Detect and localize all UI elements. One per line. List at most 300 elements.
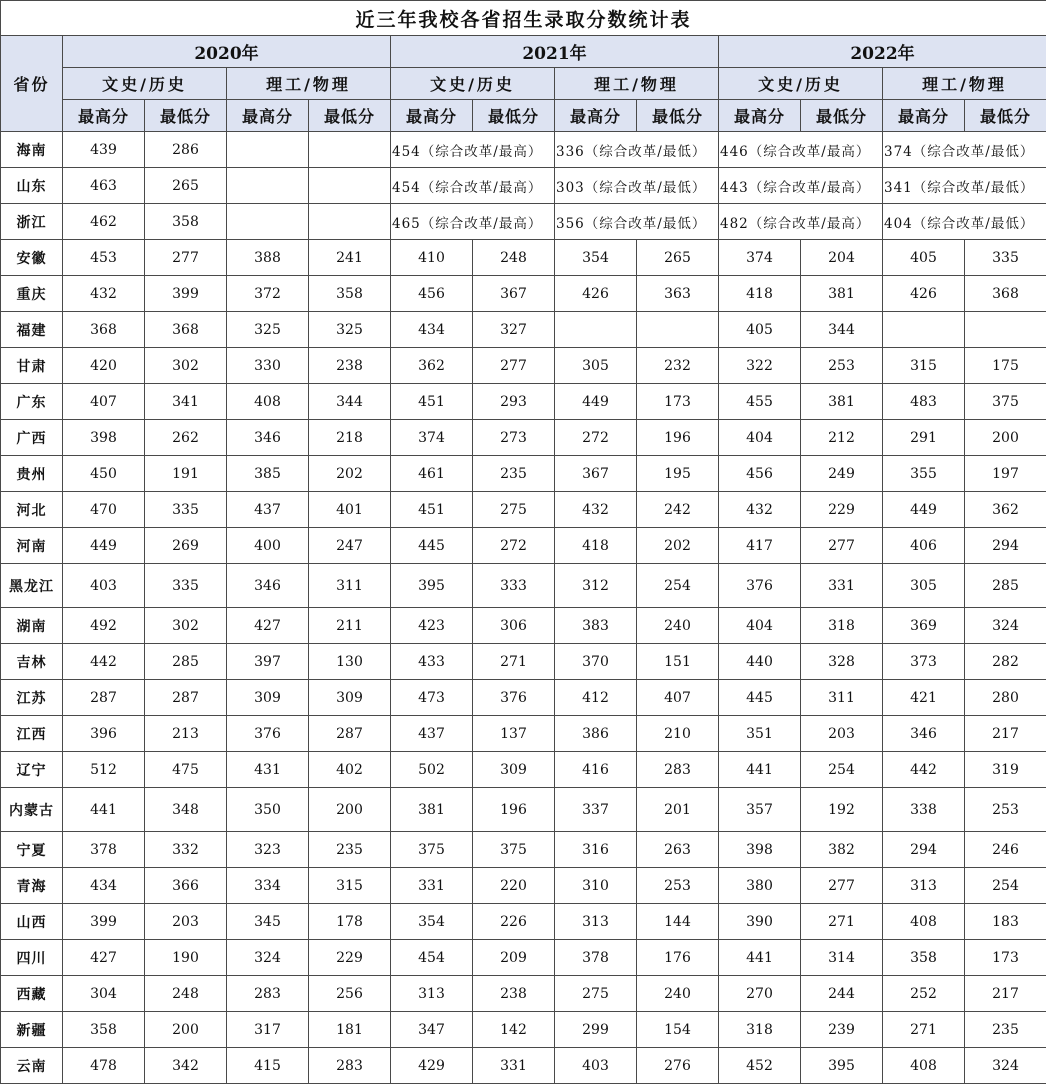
min-score-cell: 248 <box>145 976 227 1012</box>
min-score-cell: 229 <box>801 492 883 528</box>
min-score-cell: 238 <box>473 976 555 1012</box>
max-score-cell: 323 <box>227 832 309 868</box>
max-score-cell: 403 <box>63 564 145 608</box>
min-score-cell: 285 <box>145 644 227 680</box>
category-header-liberal-arts: 文史/历史 <box>719 68 883 100</box>
max-score-cell: 421 <box>883 680 965 716</box>
table-row <box>1 168 1046 204</box>
table-row <box>1 132 1046 168</box>
min-score-cell: 202 <box>637 528 719 564</box>
max-score-cell <box>227 168 309 204</box>
province-cell: 福建 <box>1 312 63 348</box>
province-cell: 江西 <box>1 716 63 752</box>
province-cell: 河北 <box>1 492 63 528</box>
min-score-cell: 381 <box>801 276 883 312</box>
max-score-cell: 437 <box>227 492 309 528</box>
min-score-cell: 137 <box>473 716 555 752</box>
max-score-cell: 399 <box>63 904 145 940</box>
min-score-cell: 226 <box>473 904 555 940</box>
min-score-cell: 335 <box>965 240 1046 276</box>
min-score-cell: 311 <box>801 680 883 716</box>
max-score-cell: 426 <box>555 276 637 312</box>
max-score-cell: 398 <box>63 420 145 456</box>
province-cell: 重庆 <box>1 276 63 312</box>
min-score-cell: 335 <box>145 492 227 528</box>
min-score-cell: 249 <box>801 456 883 492</box>
min-score-cell: 213 <box>145 716 227 752</box>
max-score-cell: 324 <box>227 940 309 976</box>
min-score-cell: 217 <box>965 976 1046 1012</box>
max-score-cell: 318 <box>719 1012 801 1048</box>
table-row <box>1 940 1046 976</box>
min-score-cell <box>309 204 391 240</box>
min-score-cell: 191 <box>145 456 227 492</box>
min-score-cell: 241 <box>309 240 391 276</box>
table-row <box>1 528 1046 564</box>
table-row <box>1 904 1046 940</box>
max-score-cell: 406 <box>883 528 965 564</box>
max-score-cell: 442 <box>63 644 145 680</box>
province-cell: 内蒙古 <box>1 788 63 832</box>
max-score-cell <box>227 204 309 240</box>
min-score-cell: 144 <box>637 904 719 940</box>
reform-note-cell: 374（综合改革/最低） <box>883 132 1046 168</box>
min-score-cell: 273 <box>473 420 555 456</box>
min-score-cell: 235 <box>309 832 391 868</box>
max-score-cell: 381 <box>391 788 473 832</box>
max-score-cell: 310 <box>555 868 637 904</box>
min-score-cell <box>309 132 391 168</box>
max-score-cell: 315 <box>883 348 965 384</box>
max-score-cell: 386 <box>555 716 637 752</box>
max-score-cell: 313 <box>555 904 637 940</box>
reform-note-cell: 482（综合改革/最高） <box>719 204 883 240</box>
table-row <box>1 564 1046 608</box>
min-score-cell: 325 <box>309 312 391 348</box>
min-score-cell: 294 <box>965 528 1046 564</box>
max-score-cell: 304 <box>63 976 145 1012</box>
province-cell: 西藏 <box>1 976 63 1012</box>
min-score-cell: 399 <box>145 276 227 312</box>
max-score-cell: 451 <box>391 492 473 528</box>
max-score-cell: 404 <box>719 608 801 644</box>
max-score-cell: 337 <box>555 788 637 832</box>
min-score-cell: 203 <box>801 716 883 752</box>
category-header-liberal-arts: 文史/历史 <box>63 68 227 100</box>
min-score-cell: 381 <box>801 384 883 420</box>
max-score-cell: 449 <box>883 492 965 528</box>
min-score-cell: 200 <box>145 1012 227 1048</box>
max-score-cell: 357 <box>719 788 801 832</box>
max-score-cell: 313 <box>391 976 473 1012</box>
max-score-cell: 429 <box>391 1048 473 1084</box>
min-score-cell: 280 <box>965 680 1046 716</box>
min-score-cell: 319 <box>965 752 1046 788</box>
min-score-cell: 286 <box>145 132 227 168</box>
min-score-cell: 246 <box>965 832 1046 868</box>
category-header-liberal-arts: 文史/历史 <box>391 68 555 100</box>
max-score-cell: 291 <box>883 420 965 456</box>
min-score-cell: 130 <box>309 644 391 680</box>
max-score-cell: 309 <box>227 680 309 716</box>
min-score-cell: 254 <box>965 868 1046 904</box>
min-score-cell: 362 <box>965 492 1046 528</box>
max-score-cell: 330 <box>227 348 309 384</box>
min-score-cell: 238 <box>309 348 391 384</box>
max-score-cell: 346 <box>883 716 965 752</box>
min-score-cell <box>309 168 391 204</box>
table-row <box>1 276 1046 312</box>
min-score-cell: 196 <box>473 788 555 832</box>
max-score-cell: 287 <box>63 680 145 716</box>
max-score-cell: 445 <box>719 680 801 716</box>
min-score-cell: 344 <box>801 312 883 348</box>
min-score-cell: 220 <box>473 868 555 904</box>
max-score-cell: 346 <box>227 564 309 608</box>
max-score-cell: 375 <box>391 832 473 868</box>
min-score-cell: 341 <box>145 384 227 420</box>
max-score-cell: 408 <box>227 384 309 420</box>
max-score-cell: 434 <box>63 868 145 904</box>
province-cell: 山西 <box>1 904 63 940</box>
min-score-cell: 265 <box>145 168 227 204</box>
max-score-cell: 378 <box>555 940 637 976</box>
min-score-cell: 318 <box>801 608 883 644</box>
min-score-cell: 253 <box>801 348 883 384</box>
subheader-max-score: 最高分 <box>391 100 473 132</box>
subheader-min-score: 最低分 <box>145 100 227 132</box>
table-row <box>1 752 1046 788</box>
min-score-cell: 240 <box>637 976 719 1012</box>
subheader-max-score: 最高分 <box>719 100 801 132</box>
min-score-cell: 285 <box>965 564 1046 608</box>
min-score-cell: 367 <box>473 276 555 312</box>
max-score-cell: 418 <box>555 528 637 564</box>
max-score-cell: 432 <box>63 276 145 312</box>
min-score-cell: 376 <box>473 680 555 716</box>
max-score-cell: 351 <box>719 716 801 752</box>
min-score-cell: 247 <box>309 528 391 564</box>
max-score-cell: 454 <box>391 940 473 976</box>
max-score-cell: 334 <box>227 868 309 904</box>
reform-note-cell: 341（综合改革/最低） <box>883 168 1046 204</box>
year-header-2021: 2021年 <box>391 36 719 68</box>
table-row <box>1 868 1046 904</box>
max-score-cell: 275 <box>555 976 637 1012</box>
max-score-cell: 400 <box>227 528 309 564</box>
max-score-cell: 367 <box>555 456 637 492</box>
subheader-max-score: 最高分 <box>227 100 309 132</box>
province-cell: 宁夏 <box>1 832 63 868</box>
max-score-cell: 439 <box>63 132 145 168</box>
max-score-cell: 388 <box>227 240 309 276</box>
min-score-cell: 271 <box>473 644 555 680</box>
max-score-cell: 449 <box>555 384 637 420</box>
min-score-cell <box>637 312 719 348</box>
max-score-cell: 346 <box>227 420 309 456</box>
min-score-cell: 348 <box>145 788 227 832</box>
min-score-cell: 328 <box>801 644 883 680</box>
min-score-cell: 256 <box>309 976 391 1012</box>
max-score-cell: 395 <box>391 564 473 608</box>
min-score-cell: 183 <box>965 904 1046 940</box>
max-score-cell: 299 <box>555 1012 637 1048</box>
min-score-cell: 283 <box>309 1048 391 1084</box>
min-score-cell: 175 <box>965 348 1046 384</box>
min-score-cell: 217 <box>965 716 1046 752</box>
max-score-cell: 408 <box>883 904 965 940</box>
table-row <box>1 420 1046 456</box>
max-score-cell: 423 <box>391 608 473 644</box>
max-score-cell: 456 <box>719 456 801 492</box>
reform-note-cell: 465（综合改革/最高） <box>391 204 555 240</box>
min-score-cell: 192 <box>801 788 883 832</box>
subheader-min-score: 最低分 <box>965 100 1046 132</box>
max-score-cell: 432 <box>719 492 801 528</box>
max-score-cell: 368 <box>63 312 145 348</box>
max-score-cell: 432 <box>555 492 637 528</box>
min-score-cell: 211 <box>309 608 391 644</box>
max-score-cell: 456 <box>391 276 473 312</box>
max-score-cell: 512 <box>63 752 145 788</box>
max-score-cell: 463 <box>63 168 145 204</box>
reform-note-cell: 446（综合改革/最高） <box>719 132 883 168</box>
max-score-cell: 358 <box>883 940 965 976</box>
min-score-cell: 277 <box>145 240 227 276</box>
min-score-cell: 332 <box>145 832 227 868</box>
max-score-cell: 325 <box>227 312 309 348</box>
province-cell: 黑龙江 <box>1 564 63 608</box>
min-score-cell: 276 <box>637 1048 719 1084</box>
table-row <box>1 384 1046 420</box>
max-score-cell: 345 <box>227 904 309 940</box>
table-row <box>1 608 1046 644</box>
min-score-cell: 358 <box>145 204 227 240</box>
min-score-cell: 173 <box>637 384 719 420</box>
max-score-cell: 370 <box>555 644 637 680</box>
reform-note-cell: 443（综合改革/最高） <box>719 168 883 204</box>
province-cell: 山东 <box>1 168 63 204</box>
max-score-cell <box>883 312 965 348</box>
reform-note-cell: 303（综合改革/最低） <box>555 168 719 204</box>
max-score-cell: 408 <box>883 1048 965 1084</box>
max-score-cell: 383 <box>555 608 637 644</box>
min-score-cell: 269 <box>145 528 227 564</box>
min-score-cell: 342 <box>145 1048 227 1084</box>
category-header-science: 理工/物理 <box>227 68 391 100</box>
table-row <box>1 204 1046 240</box>
min-score-cell: 210 <box>637 716 719 752</box>
min-score-cell: 333 <box>473 564 555 608</box>
max-score-cell <box>227 132 309 168</box>
table-row <box>1 312 1046 348</box>
table-row <box>1 976 1046 1012</box>
table-row <box>1 788 1046 832</box>
min-score-cell: 344 <box>309 384 391 420</box>
max-score-cell: 427 <box>63 940 145 976</box>
max-score-cell: 441 <box>719 752 801 788</box>
max-score-cell: 397 <box>227 644 309 680</box>
min-score-cell: 302 <box>145 608 227 644</box>
min-score-cell: 200 <box>309 788 391 832</box>
max-score-cell: 252 <box>883 976 965 1012</box>
max-score-cell: 272 <box>555 420 637 456</box>
min-score-cell: 218 <box>309 420 391 456</box>
subheader-max-score: 最高分 <box>63 100 145 132</box>
max-score-cell: 442 <box>883 752 965 788</box>
min-score-cell: 293 <box>473 384 555 420</box>
max-score-cell: 355 <box>883 456 965 492</box>
min-score-cell: 315 <box>309 868 391 904</box>
max-score-cell: 405 <box>883 240 965 276</box>
min-score-cell: 324 <box>965 1048 1046 1084</box>
max-score-cell: 412 <box>555 680 637 716</box>
min-score-cell: 331 <box>801 564 883 608</box>
min-score-cell: 154 <box>637 1012 719 1048</box>
min-score-cell: 240 <box>637 608 719 644</box>
max-score-cell: 445 <box>391 528 473 564</box>
province-cell: 辽宁 <box>1 752 63 788</box>
table-row <box>1 348 1046 384</box>
max-score-cell: 372 <box>227 276 309 312</box>
min-score-cell: 306 <box>473 608 555 644</box>
min-score-cell: 309 <box>473 752 555 788</box>
min-score-cell: 229 <box>309 940 391 976</box>
min-score-cell: 176 <box>637 940 719 976</box>
province-cell: 广西 <box>1 420 63 456</box>
max-score-cell: 362 <box>391 348 473 384</box>
min-score-cell: 331 <box>473 1048 555 1084</box>
min-score-cell: 265 <box>637 240 719 276</box>
province-cell: 青海 <box>1 868 63 904</box>
max-score-cell: 410 <box>391 240 473 276</box>
max-score-cell: 441 <box>719 940 801 976</box>
max-score-cell: 316 <box>555 832 637 868</box>
min-score-cell: 366 <box>145 868 227 904</box>
min-score-cell: 248 <box>473 240 555 276</box>
province-cell: 新疆 <box>1 1012 63 1048</box>
min-score-cell: 302 <box>145 348 227 384</box>
min-score-cell: 262 <box>145 420 227 456</box>
min-score-cell: 209 <box>473 940 555 976</box>
min-score-cell: 395 <box>801 1048 883 1084</box>
min-score-cell: 368 <box>145 312 227 348</box>
min-score-cell: 272 <box>473 528 555 564</box>
min-score-cell: 375 <box>473 832 555 868</box>
max-score-cell: 294 <box>883 832 965 868</box>
min-score-cell: 309 <box>309 680 391 716</box>
province-cell: 安徽 <box>1 240 63 276</box>
min-score-cell: 244 <box>801 976 883 1012</box>
min-score-cell: 382 <box>801 832 883 868</box>
province-cell: 四川 <box>1 940 63 976</box>
max-score-cell: 452 <box>719 1048 801 1084</box>
min-score-cell: 196 <box>637 420 719 456</box>
min-score-cell: 181 <box>309 1012 391 1048</box>
year-header-2022: 2022年 <box>719 36 1046 68</box>
max-score-cell: 441 <box>63 788 145 832</box>
max-score-cell: 271 <box>883 1012 965 1048</box>
max-score-cell: 403 <box>555 1048 637 1084</box>
min-score-cell: 314 <box>801 940 883 976</box>
max-score-cell: 390 <box>719 904 801 940</box>
table-row <box>1 716 1046 752</box>
min-score-cell: 197 <box>965 456 1046 492</box>
subheader-max-score: 最高分 <box>883 100 965 132</box>
max-score-cell: 358 <box>63 1012 145 1048</box>
min-score-cell: 253 <box>965 788 1046 832</box>
max-score-cell: 431 <box>227 752 309 788</box>
table-row <box>1 492 1046 528</box>
min-score-cell: 277 <box>801 868 883 904</box>
max-score-cell <box>555 312 637 348</box>
max-score-cell: 322 <box>719 348 801 384</box>
max-score-cell: 283 <box>227 976 309 1012</box>
max-score-cell: 418 <box>719 276 801 312</box>
table-row <box>1 644 1046 680</box>
min-score-cell: 253 <box>637 868 719 904</box>
min-score-cell: 142 <box>473 1012 555 1048</box>
max-score-cell: 374 <box>391 420 473 456</box>
max-score-cell: 434 <box>391 312 473 348</box>
min-score-cell: 475 <box>145 752 227 788</box>
max-score-cell: 347 <box>391 1012 473 1048</box>
category-header-science: 理工/物理 <box>883 68 1046 100</box>
min-score-cell: 202 <box>309 456 391 492</box>
max-score-cell: 373 <box>883 644 965 680</box>
min-score-cell: 203 <box>145 904 227 940</box>
max-score-cell: 376 <box>719 564 801 608</box>
max-score-cell: 478 <box>63 1048 145 1084</box>
table-row <box>1 1012 1046 1048</box>
max-score-cell: 437 <box>391 716 473 752</box>
min-score-cell: 173 <box>965 940 1046 976</box>
subheader-min-score: 最低分 <box>801 100 883 132</box>
max-score-cell: 462 <box>63 204 145 240</box>
min-score-cell: 324 <box>965 608 1046 644</box>
min-score-cell: 283 <box>637 752 719 788</box>
min-score-cell: 275 <box>473 492 555 528</box>
province-cell: 云南 <box>1 1048 63 1084</box>
table-row <box>1 832 1046 868</box>
max-score-cell: 450 <box>63 456 145 492</box>
min-score-cell: 235 <box>965 1012 1046 1048</box>
min-score-cell: 407 <box>637 680 719 716</box>
max-score-cell: 470 <box>63 492 145 528</box>
max-score-cell: 449 <box>63 528 145 564</box>
min-score-cell: 402 <box>309 752 391 788</box>
max-score-cell: 378 <box>63 832 145 868</box>
max-score-cell: 404 <box>719 420 801 456</box>
min-score-cell: 190 <box>145 940 227 976</box>
min-score-cell: 401 <box>309 492 391 528</box>
max-score-cell: 305 <box>555 348 637 384</box>
max-score-cell: 385 <box>227 456 309 492</box>
min-score-cell: 242 <box>637 492 719 528</box>
max-score-cell: 312 <box>555 564 637 608</box>
province-cell: 江苏 <box>1 680 63 716</box>
max-score-cell: 417 <box>719 528 801 564</box>
province-cell: 河南 <box>1 528 63 564</box>
reform-note-cell: 454（综合改革/最高） <box>391 132 555 168</box>
min-score-cell: 287 <box>145 680 227 716</box>
year-header-2020: 2020年 <box>63 36 391 68</box>
max-score-cell: 427 <box>227 608 309 644</box>
max-score-cell: 331 <box>391 868 473 904</box>
province-cell: 甘肃 <box>1 348 63 384</box>
table-row <box>1 1048 1046 1084</box>
min-score-cell: 287 <box>309 716 391 752</box>
